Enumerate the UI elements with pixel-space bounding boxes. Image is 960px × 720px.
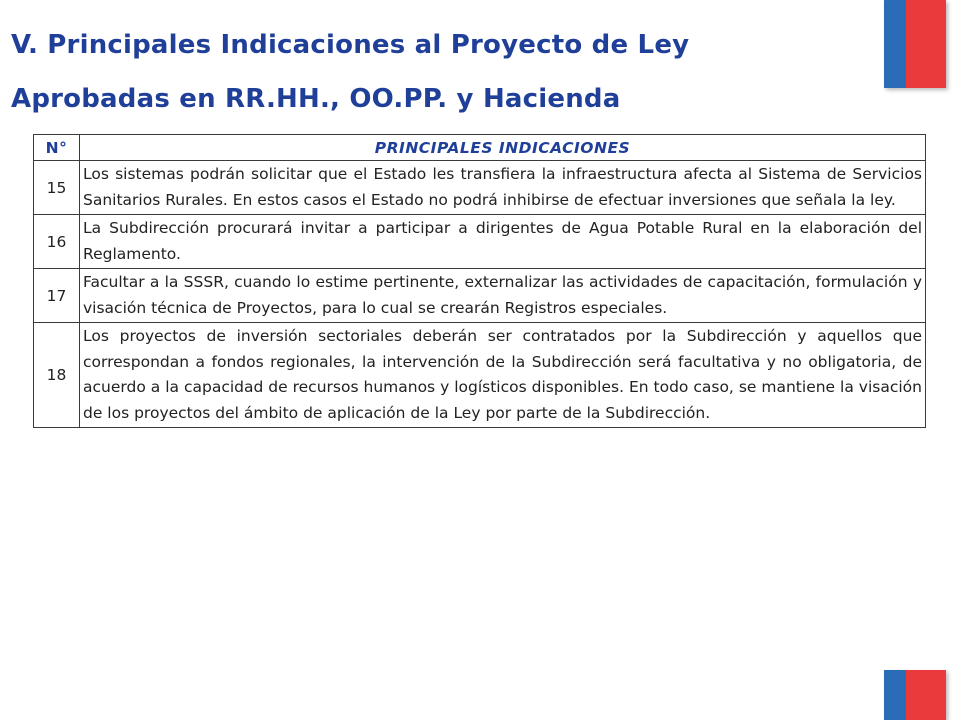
column-header-number: N°	[34, 135, 80, 161]
page-title-line-1: V. Principales Indicaciones al Proyecto de Ley	[11, 30, 690, 60]
page-title	[11, 18, 851, 126]
table-row	[34, 215, 926, 269]
table-row	[34, 269, 926, 323]
row-number: 17	[34, 269, 80, 323]
flag-blue-stripe	[884, 670, 906, 720]
indications-table	[33, 134, 926, 428]
table-header-row	[34, 135, 926, 161]
row-text: Los sistemas podrán solicitar que el Estado les transfiera la infraestructura afecta al Sistema de Servicios Sanitarios Rurales. En estos casos el Estado no podrá inhibirse de efectuar inversiones que señala la ley.	[80, 161, 926, 215]
row-number: 15	[34, 161, 80, 215]
column-header-indications: PRINCIPALES INDICACIONES	[80, 135, 926, 161]
page-title-line-2: Aprobadas en RR.HH., OO.PP. y Hacienda	[11, 84, 621, 114]
row-text: Los proyectos de inversión sectoriales deberán ser contratados por la Subdirección y aquellos que correspondan a fondos regionales, la intervención de la Subdirección será facultativa y no obligatoria, de acuerdo a la capacidad de recursos humanos y logísticos disponibles. En todo caso, se mantiene la visación de los proyectos del ámbito de aplicación de la Ley por parte de la Subdirección.	[80, 323, 926, 428]
row-text: Facultar a la SSSR, cuando lo estime pertinente, externalizar las actividades de capacitación, formulación y visación técnica de Proyectos, para lo cual se crearán Registros especiales.	[80, 269, 926, 323]
flag-logo-top	[884, 0, 946, 88]
row-number: 16	[34, 215, 80, 269]
table-row	[34, 323, 926, 428]
flag-red-stripe	[906, 670, 946, 720]
table-row	[34, 161, 926, 215]
flag-red-stripe	[906, 0, 946, 88]
row-number: 18	[34, 323, 80, 428]
flag-logo-bottom	[884, 670, 946, 720]
flag-blue-stripe	[884, 0, 906, 88]
row-text: La Subdirección procurará invitar a participar a dirigentes de Agua Potable Rural en la elaboración del Reglamento.	[80, 215, 926, 269]
